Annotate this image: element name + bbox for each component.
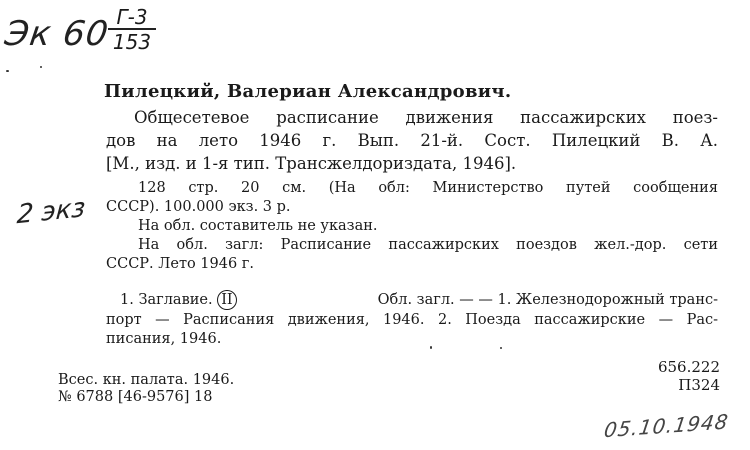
collation-line-1: 128 стр. 20 см. (На обл: Министерство путей сообщения — [138, 180, 718, 196]
tracing-line-1 — [120, 290, 718, 310]
handwritten-code-fraction — [108, 6, 156, 54]
handwritten-margin-note: 2 экз — [15, 192, 87, 231]
note-line-2: На обл. загл: Расписание пассажирских поездов жел.-дор. сети — [138, 237, 718, 253]
handwritten-shelf-code: Эк 60 — [2, 14, 112, 54]
circled-numeral: II — [217, 290, 236, 310]
ink-speck — [6, 70, 9, 72]
fraction-denominator: 153 — [112, 30, 152, 54]
note-line-3: СССР. Лето 1946 г. — [106, 256, 255, 272]
title-line-2: дов на лето 1946 г. Вып. 21-й. Сост. Пилецкий В. А. — [106, 131, 718, 150]
title-line-3: [М., изд. и 1-я тип. Трансжелдориздата, 1946]. — [106, 154, 517, 173]
ink-speck — [430, 346, 432, 349]
chamber-line-1: Всес. кн. палата. 1946. — [58, 372, 235, 388]
tracing-line-2: порт — Расписания движения, 1946. 2. Поезда пассажирские — Рас- — [106, 312, 718, 328]
tracing-line-1-rest: Обл. загл. — — 1. Железнодорожный транс- — [377, 292, 718, 308]
author-mark: П324 — [678, 376, 720, 394]
ink-speck — [500, 347, 502, 349]
chamber-line-2: № 6788 [46-9576] 18 — [58, 389, 213, 405]
title-line-1: Общесетевое расписание движения пассажирских поез- — [134, 108, 718, 127]
tracing-prefix: 1. Заглавие. II — [120, 290, 237, 310]
tracing-line-3: писания, 1946. — [106, 331, 222, 347]
author-heading: Пилецкий, Валериан Александрович. — [104, 81, 512, 102]
handwritten-date-note: 05.10.1948 — [602, 409, 731, 443]
ink-speck — [40, 66, 42, 68]
fraction-numerator: Г-3 — [108, 6, 156, 30]
class-number: 656.222 — [657, 358, 720, 376]
note-line-1: На обл. составитель не указан. — [138, 218, 378, 234]
collation-line-2: СССР). 100.000 экз. 3 р. — [106, 199, 291, 215]
